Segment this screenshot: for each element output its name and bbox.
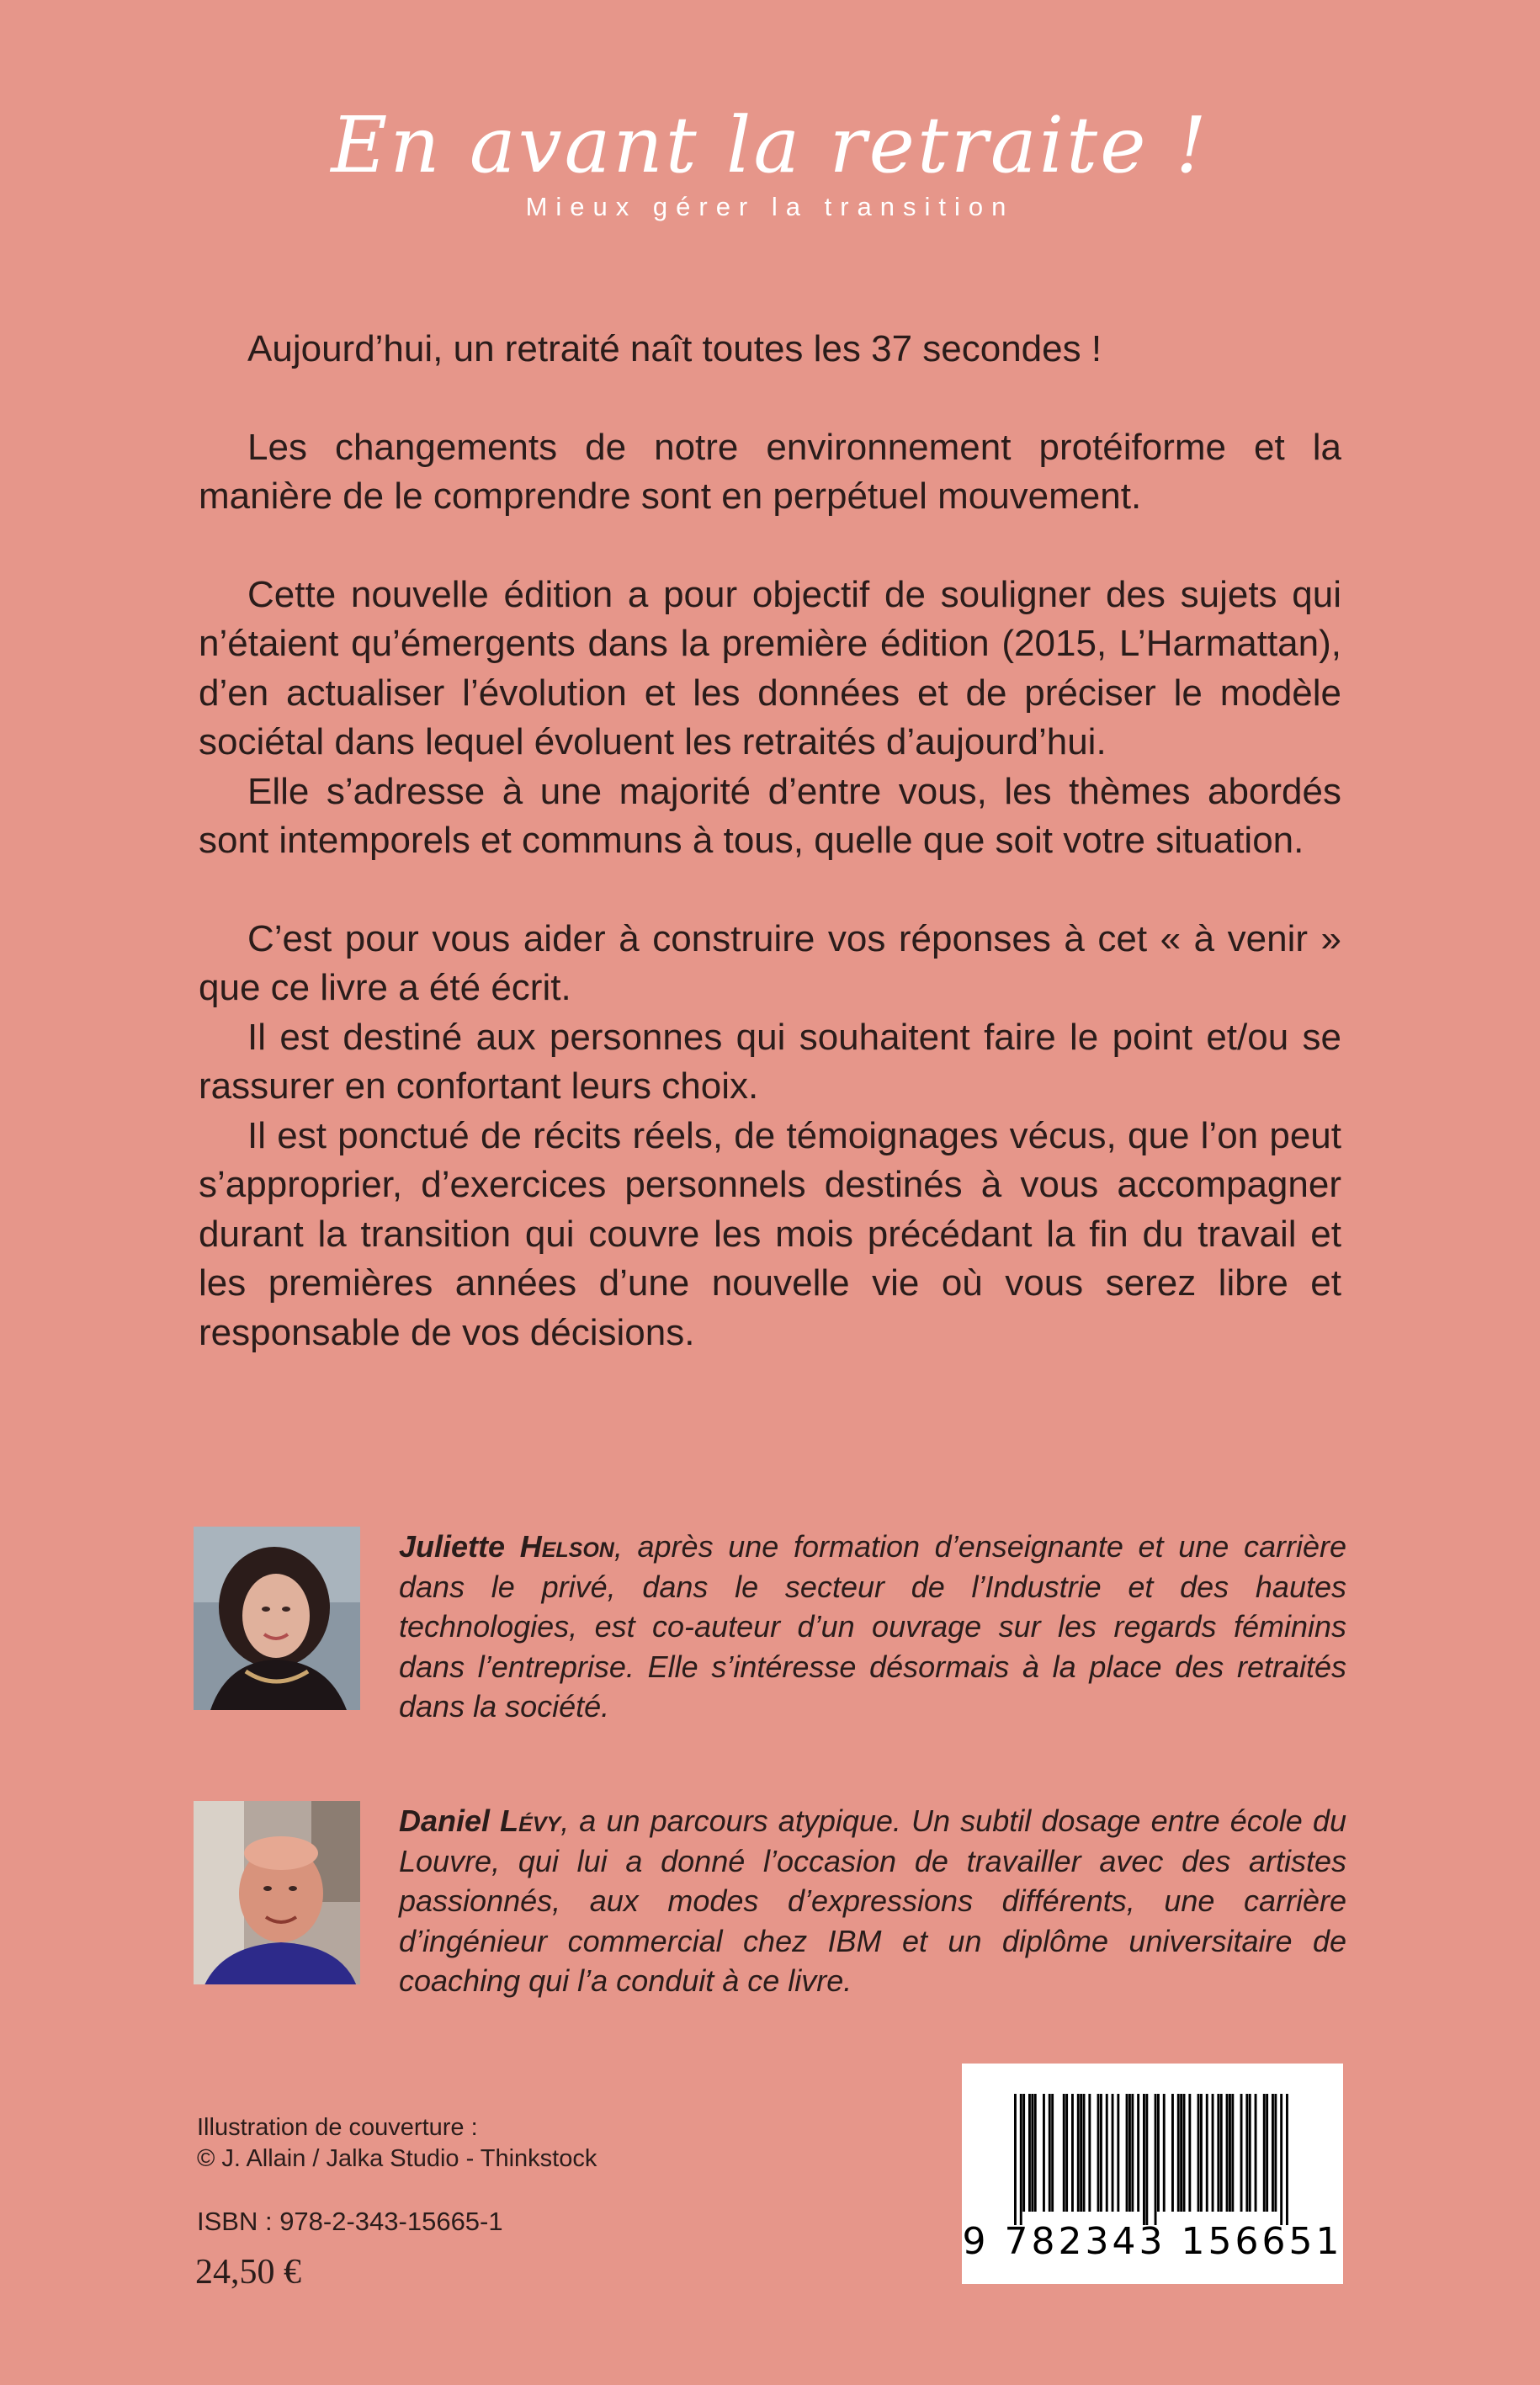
blurb-paragraph: Cette nouvelle édition a pour objectif de souligner des sujets qui n’étaient qu’émergents dans la première édition (2015, L’Harmattan), d’en actualiser l’évolution et les données et de préciser le modèle sociétal dans lequel évoluent les retraités d’aujourd’hui. [199,573,1341,762]
blurb-paragraph: Aujourd’hui, un retraité naît toutes les 37 secondes ! [247,328,1102,369]
book-subtitle: Mieux gérer la transition [525,192,1015,221]
barcode-bar [1226,2094,1229,2212]
author-bio-text: , a un parcours atypique. Un subtil dosage entre école du Louvre, qui lui a donné l’occasion de travailler avec des artistes passionnés, aux modes d’expressions différents, une carrière d’ingénieur commercial chez IBM et un diplôme universitaire de coaching qui l’a conduit à ce livre. [399,1803,1346,1998]
barcode-bar [1180,2094,1182,2212]
barcode-bar [1255,2094,1257,2212]
cover-credits [197,2112,786,2175]
barcode-bar [1051,2094,1054,2212]
barcode-bar [1286,2094,1288,2225]
barcode-bar [1049,2094,1051,2212]
barcode-bar [1126,2094,1128,2212]
credits-value: © J. Allain / Jalka Studio - Thinkstock [197,2145,597,2172]
barcode-bar [1200,2094,1203,2212]
barcode-bar [1263,2094,1266,2212]
barcode-bar [1249,2094,1251,2212]
barcode-bar [1274,2094,1277,2212]
barcode [962,2064,1343,2284]
barcode-bar [1088,2094,1091,2212]
author-photo-helson [194,1527,360,1710]
barcode-bar [1155,2094,1157,2225]
barcode-bar [1128,2094,1131,2212]
barcode-bar [1043,2094,1045,2212]
barcode-bar [1177,2094,1180,2212]
barcode-bar [1071,2094,1074,2212]
author-first-name: Daniel [399,1803,491,1838]
barcode-bar [1112,2094,1114,2212]
author-last-name: Lévy [500,1803,561,1838]
barcode-bar [1117,2094,1119,2212]
barcode-bar [1020,2094,1022,2225]
barcode-bar [1028,2094,1031,2212]
barcode-bar [1145,2094,1148,2225]
author-bio-levy [399,1801,1346,2001]
barcode-bar [1065,2094,1068,2212]
barcode-bar [1077,2094,1080,2212]
barcode-bar [1063,2094,1065,2212]
barcode-bar [1231,2094,1234,2212]
barcode-bar [1163,2094,1166,2212]
barcode-bar [1131,2094,1134,2212]
price: 24,50 € [195,2253,301,2292]
barcode-bars [962,2064,1343,2232]
blurb-paragraph: Il est ponctué de récits réels, de témoignages vécus, que l’on peut s’approprier, d’exercices personnels destinés à vous accompagner durant la transition qui couvre les mois précédant la fin du travail et les premières années d’une nouvelle vie où vous serez libre et responsable de vos décisions. [199,1114,1341,1353]
author-bio-helson [399,1527,1346,1727]
blurb-paragraph: Les changements de notre environnement protéiforme et la manière de le comprendre sont en perpétuel mouvement. [199,426,1341,517]
barcode-bar [1143,2094,1145,2225]
barcode-bar [1220,2094,1223,2212]
barcode-bar [1022,2094,1025,2212]
barcode-bar [1157,2094,1160,2212]
credits-label: Illustration de couverture : [197,2114,478,2141]
blurb [199,325,1341,1357]
barcode-bar [1197,2094,1200,2212]
author-bio-text: , après une formation d’enseignante et une carrière dans le privé, dans le secteur de l’Industrie et des hautes technologies, est co-auteur d’un ouvrage sur les regards féminins dans l’entreprise. Elle s’intéresse désormais à la place des retraités dans la société. [399,1529,1346,1724]
isbn: ISBN : 978-2-343-15665-1 [197,2207,503,2236]
author-photo-levy [194,1801,360,1984]
blurb-paragraph: C’est pour vous aider à construire vos réponses à cet « à venir » que ce livre a été écrit. [199,917,1341,1008]
barcode-digits: 9 782343 156651 [962,2220,1343,2263]
author-last-name: Helson [519,1529,614,1564]
blurb-paragraph: Il est destiné aux personnes qui souhaitent faire le point et/ou se rassurer en confortant leurs choix. [199,1016,1341,1107]
barcode-bar [1206,2094,1208,2212]
author-first-name: Juliette [399,1529,506,1564]
barcode-bar [1245,2094,1248,2212]
barcode-bar [1137,2094,1139,2212]
barcode-bar [1240,2094,1243,2212]
barcode-bar [1183,2094,1186,2212]
barcode-bar [1080,2094,1082,2212]
barcode-bar [1014,2094,1017,2225]
barcode-bar [1097,2094,1100,2212]
barcode-bar [1034,2094,1037,2212]
blurb-paragraph: Elle s’adresse à une majorité d’entre vous, les thèmes abordés sont intemporels et communs à tous, quelle que soit votre situation. [199,770,1341,861]
book-title: En avant la retraite ! [331,100,1209,190]
barcode-bar [1217,2094,1219,2212]
barcode-bar [1171,2094,1174,2212]
barcode-bar [1280,2094,1282,2225]
barcode-bar [1188,2094,1191,2212]
barcode-bar [1106,2094,1108,2212]
barcode-bar [1083,2094,1086,2212]
barcode-bar [1229,2094,1231,2212]
barcode-bar [1100,2094,1102,2212]
barcode-bar [1212,2094,1214,2212]
barcode-bar [1272,2094,1274,2212]
barcode-bar [1266,2094,1268,2212]
barcode-bar [1031,2094,1033,2212]
